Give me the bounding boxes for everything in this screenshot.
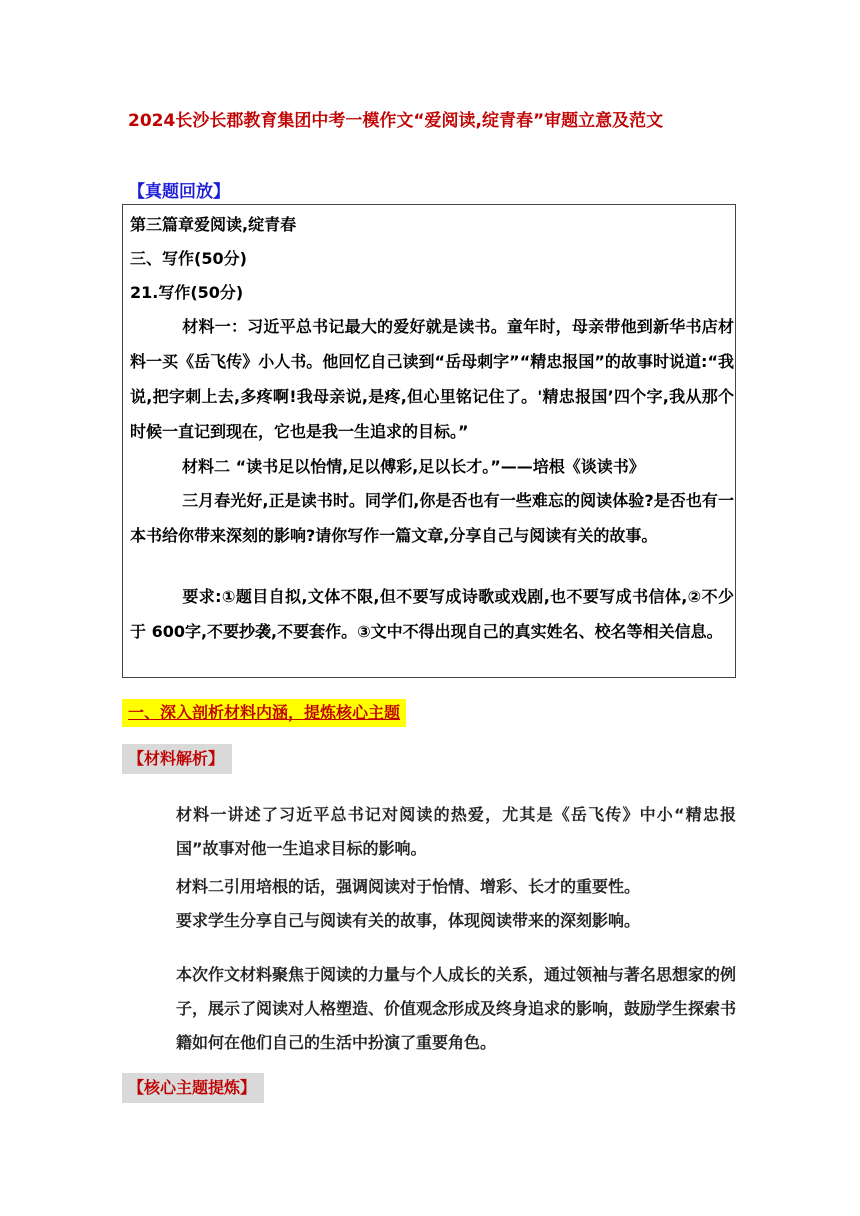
requirements-paragraph: 要求:①题目自拟,文体不限,但不要写成诗歌或戏剧,也不要写成书信体,②不少于 600字,不要抄袭,不要套作。③文中不得出现自己的真实姓名、校名等相关信息。: [130, 587, 734, 641]
document-title: 2024长沙长郡教育集团中考一模作文“爱阅读,绽青春”审题立意及范文: [128, 111, 664, 131]
material-two-paragraph: 材料二 “读书足以怡情,足以傅彩,足以长才。”——培根《谈读书》: [182, 457, 645, 476]
writing-section-line: 三、写作(50分): [130, 249, 247, 268]
material-one-paragraph: 材料一：习近平总书记最大的爱好就是读书。童年时，母亲带他到新华书店材料一买《岳飞传》小人书。他回忆自己读到“岳母刺字”“精忠报国”的故事时说道:“我说,把字刺上去,多疼啊!我母亲说,是疼,但心里铭记住了。'精忠报国’四个字,我从那个时候一直记到现在，它也是我一生追求的目标。”: [130, 317, 734, 441]
core-theme-label: 【核心主题提炼】: [122, 1073, 264, 1103]
analysis-paragraph-3: 要求学生分享自己与阅读有关的故事，体现阅读带来的深刻影响。: [176, 911, 641, 930]
question-number-line: 21.写作(50分): [130, 283, 244, 302]
section-heading-analysis: 一、深入剖析材料内涵，提炼核心主题: [122, 699, 406, 727]
analysis-paragraph-4: 本次作文材料聚焦于阅读的力量与个人成长的关系，通过领袖与著名思想家的例子，展示了阅读对人格塑造、价值观念形成及终身追求的影响，鼓励学生探索书籍如何在他们自己的生活中扮演了重要角色。: [176, 965, 737, 1052]
chapter-line: 第三篇章爱阅读,绽青春: [130, 215, 297, 234]
section-label-review: 【真题回放】: [128, 182, 230, 202]
material-analysis-label: 【材料解析】: [122, 744, 232, 774]
analysis-paragraph-1: 材料一讲述了习近平总书记对阅读的热爱，尤其是《岳飞传》中小“精忠报国”故事对他一生追求目标的影响。: [176, 805, 736, 858]
writing-prompt-paragraph: 三月春光好,正是读书时。同学们,你是否也有一些难忘的阅读体验?是否也有一本书给你带来深刻的影响?请你写作一篇文章,分享自己与阅读有关的故事。: [130, 491, 734, 545]
analysis-paragraph-2: 材料二引用培根的话，强调阅读对于怡情、增彩、长才的重要性。: [176, 877, 641, 896]
